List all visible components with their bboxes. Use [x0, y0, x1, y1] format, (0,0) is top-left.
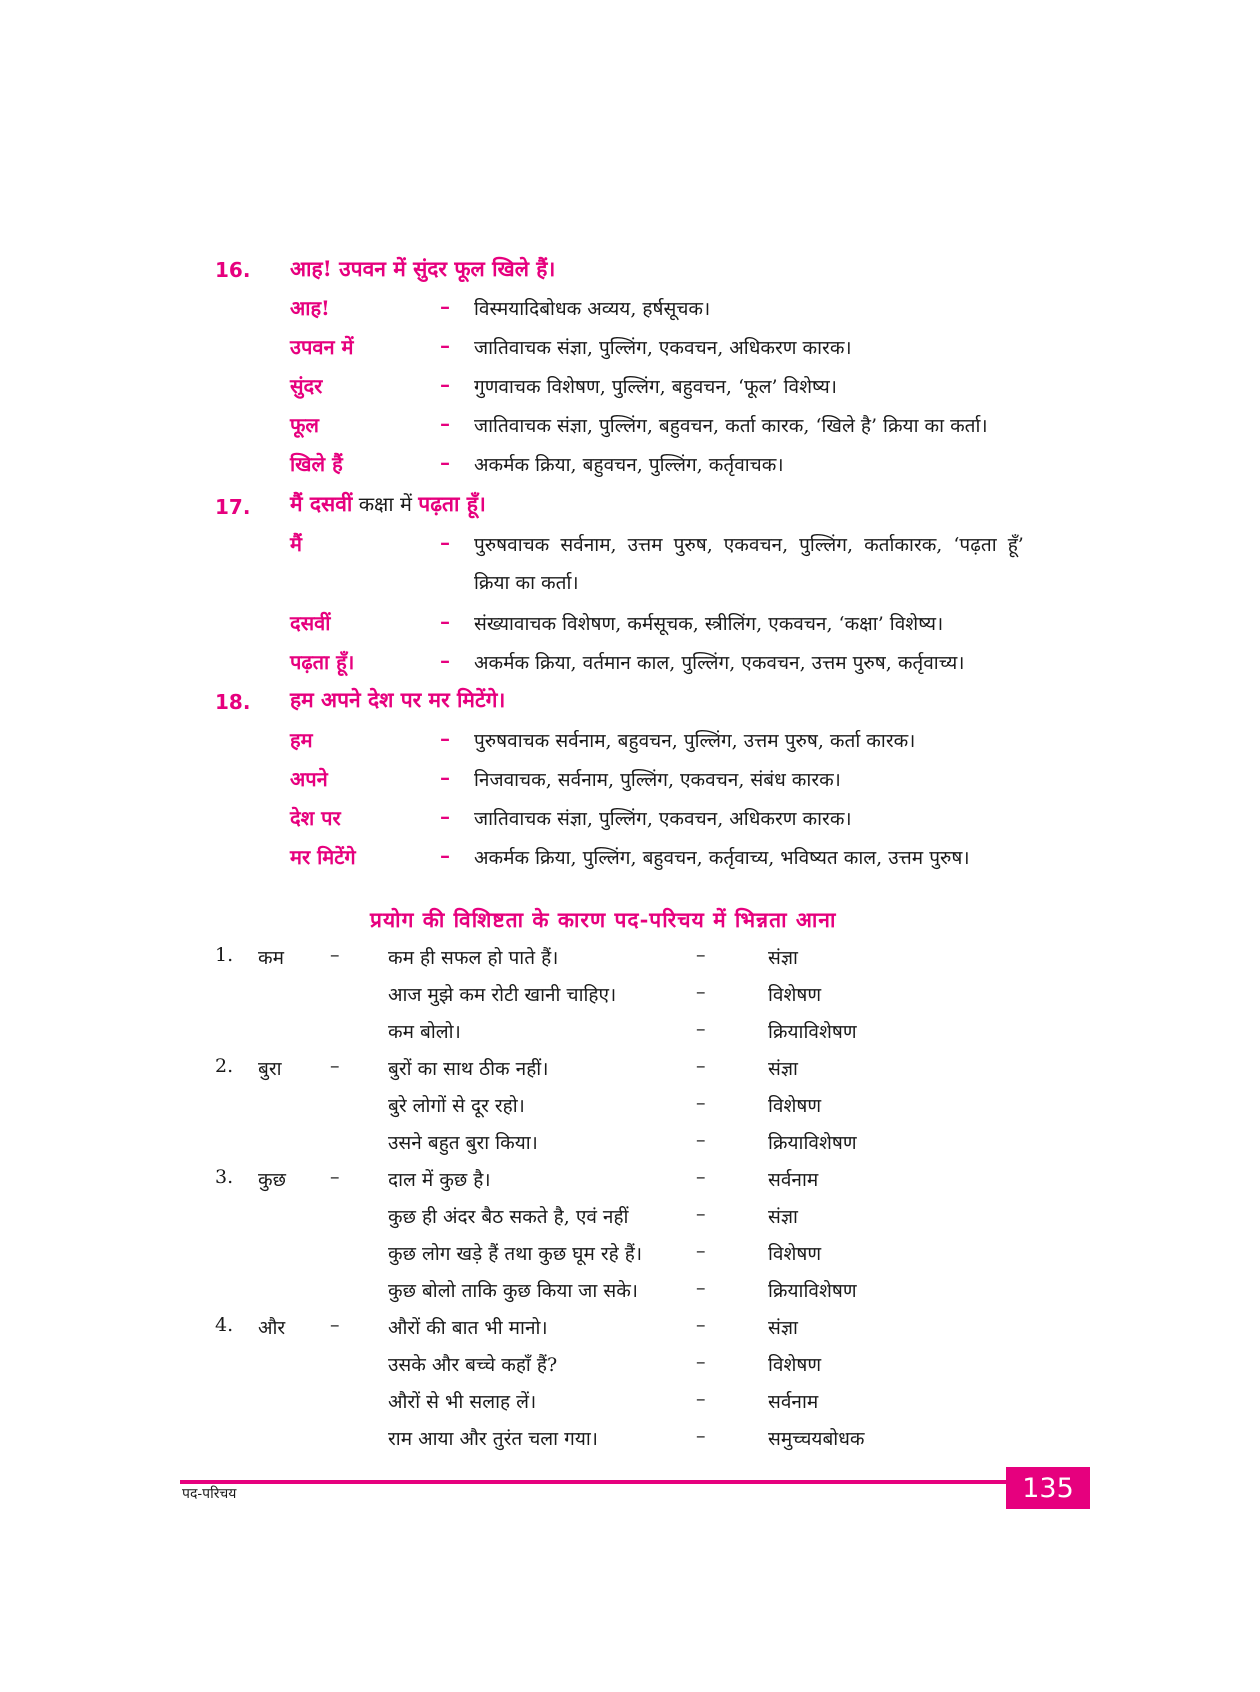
word-type: क्रियाविशेषण — [768, 1021, 857, 1043]
word-type: समुच्चयबोधक — [768, 1428, 865, 1450]
dash: – — [440, 450, 450, 474]
group-word: और — [258, 1317, 286, 1339]
group-dash: – — [330, 1055, 340, 1077]
sentence-heading — [290, 490, 486, 518]
word-type: सर्वनाम — [768, 1391, 819, 1413]
word-type: संज्ञा — [768, 947, 798, 969]
dash: – — [440, 411, 450, 435]
page-number-badge — [1006, 1467, 1090, 1509]
dash: – — [440, 765, 450, 789]
term: देश पर — [290, 806, 341, 830]
footer-chapter-label: पद-परिचय — [182, 1486, 237, 1502]
group-dash: – — [330, 1314, 340, 1336]
description: संख्यावाचक विशेषण, कर्मसूचक, स्त्रीलिंग, एकवचन, ‘कक्षा’ विशेष्य। — [474, 613, 944, 635]
description: जातिवाचक संज्ञा, पुल्लिंग, एकवचन, अधिकरण कारक। — [474, 808, 852, 830]
heading-part: कक्षा में — [352, 492, 419, 516]
description: निजवाचक, सर्वनाम, पुल्लिंग, एकवचन, संबंध कारक। — [474, 769, 841, 791]
row-dash: – — [696, 1425, 706, 1447]
row-dash: – — [696, 1388, 706, 1410]
dash: – — [440, 530, 450, 554]
term: फूल — [290, 413, 319, 437]
row-dash: – — [696, 1277, 706, 1299]
description: गुणवाचक विशेषण, पुल्लिंग, बहुवचन, ‘फूल’ विशेष्य। — [474, 376, 837, 398]
example-sentence: उसने बहुत बुरा किया। — [388, 1132, 538, 1154]
example-sentence: औरों की बात भी मानो। — [388, 1317, 548, 1339]
dash: – — [440, 294, 450, 318]
item-number: 18. — [215, 690, 251, 714]
word-type: संज्ञा — [768, 1317, 798, 1339]
term: उपवन में — [290, 335, 354, 359]
heading-part: मैं दसवीं — [290, 491, 353, 516]
example-sentence: कम ही सफल हो पाते हैं। — [388, 947, 559, 969]
description: जातिवाचक संज्ञा, पुल्लिंग, बहुवचन, कर्ता कारक, ‘खिले है’ क्रिया का कर्ता। — [474, 415, 988, 437]
word-type: विशेषण — [768, 1243, 822, 1265]
dash: – — [440, 843, 450, 867]
word-type: संज्ञा — [768, 1206, 798, 1228]
description: अकर्मक क्रिया, पुल्लिंग, बहुवचन, कर्तृवाच्य, भविष्यत काल, उत्तम पुरुष। — [474, 847, 970, 869]
row-dash: – — [696, 1203, 706, 1225]
group-number: 2. — [215, 1055, 234, 1077]
row-dash: – — [696, 1018, 706, 1040]
example-sentence: कुछ लोग खड़े हैं तथा कुछ घूम रहे हैं। — [388, 1243, 643, 1265]
description: पुरुषवाचक सर्वनाम, बहुवचन, पुल्लिंग, उत्तम पुरुष, कर्ता कारक। — [474, 730, 916, 752]
item-number: 16. — [215, 258, 251, 282]
group-word: कुछ — [258, 1169, 286, 1191]
row-dash: – — [696, 1351, 706, 1373]
group-word: कम — [258, 947, 284, 969]
example-sentence: कुछ ही अंदर बैठ सकते है, एवं नहीं — [388, 1206, 629, 1228]
group-number: 4. — [215, 1314, 234, 1336]
row-dash: – — [696, 1092, 706, 1114]
word-type: क्रियाविशेषण — [768, 1280, 857, 1302]
term: सुंदर — [290, 374, 323, 398]
row-dash: – — [696, 1314, 706, 1336]
group-word: बुरा — [258, 1058, 282, 1080]
sentence-heading: आह! उपवन में सुंदर फूल खिले हैं। — [290, 256, 556, 281]
footer-rule — [180, 1480, 1006, 1484]
word-type: संज्ञा — [768, 1058, 798, 1080]
term: मैं — [290, 532, 302, 556]
description: अकर्मक क्रिया, बहुवचन, पुल्लिंग, कर्तृवाचक। — [474, 454, 784, 476]
description-continued: क्रिया का कर्ता। — [474, 572, 579, 594]
row-dash: – — [696, 944, 706, 966]
dash: – — [440, 804, 450, 828]
example-sentence: बुरों का साथ ठीक नहीं। — [388, 1058, 549, 1080]
description: अकर्मक क्रिया, वर्तमान काल, पुल्लिंग, एकवचन, उत्तम पुरुष, कर्तृवाच्य। — [474, 652, 965, 674]
term: आह! — [290, 296, 330, 320]
dash: – — [440, 726, 450, 750]
example-sentence: दाल में कुछ है। — [388, 1169, 491, 1191]
section-title: प्रयोग की विशिष्टता के कारण पद-परिचय में भिन्नता आना — [370, 907, 837, 932]
term: अपने — [290, 767, 328, 791]
row-dash: – — [696, 1129, 706, 1151]
example-sentence: राम आया और तुरंत चला गया। — [388, 1428, 598, 1450]
example-sentence: औरों से भी सलाह लें। — [388, 1391, 537, 1413]
term: पढ़ता हूँ। — [290, 650, 355, 674]
group-number: 1. — [215, 944, 234, 966]
word-type: विशेषण — [768, 1354, 822, 1376]
word-type: विशेषण — [768, 984, 822, 1006]
dash: – — [440, 333, 450, 357]
heading-part: पढ़ता हूँ। — [418, 491, 486, 516]
dash: – — [440, 372, 450, 396]
dash: – — [440, 648, 450, 672]
example-sentence: कुछ बोलो ताकि कुछ किया जा सके। — [388, 1280, 639, 1302]
group-dash: – — [330, 944, 340, 966]
row-dash: – — [696, 1240, 706, 1262]
example-sentence: बुरे लोगों से दूर रहो। — [388, 1095, 525, 1117]
row-dash: – — [696, 1166, 706, 1188]
item-number: 17. — [215, 495, 251, 519]
row-dash: – — [696, 981, 706, 1003]
term: दसवीं — [290, 611, 331, 635]
page-number: 135 — [1022, 1472, 1074, 1504]
sentence-heading: हम अपने देश पर मर मिटेंगे। — [290, 687, 506, 712]
group-dash: – — [330, 1166, 340, 1188]
row-dash: – — [696, 1055, 706, 1077]
group-number: 3. — [215, 1166, 234, 1188]
word-type: सर्वनाम — [768, 1169, 819, 1191]
description: पुरुषवाचक सर्वनाम, उत्तम पुरुष, एकवचन, पुल्लिंग, कर्ताकारक, ‘पढ़ता हूँ’ — [474, 534, 1024, 556]
example-sentence: कम बोलो। — [388, 1021, 461, 1043]
example-sentence: आज मुझे कम रोटी खानी चाहिए। — [388, 984, 617, 1006]
description: जातिवाचक संज्ञा, पुल्लिंग, एकवचन, अधिकरण कारक। — [474, 337, 852, 359]
example-sentence: उसके और बच्चे कहाँ हैं? — [388, 1354, 558, 1376]
term: खिले हैं — [290, 452, 343, 476]
dash: – — [440, 609, 450, 633]
term: मर मिटेंगे — [290, 845, 356, 869]
word-type: विशेषण — [768, 1095, 822, 1117]
description: विस्मयादिबोधक अव्यय, हर्षसूचक। — [474, 298, 711, 320]
term: हम — [290, 728, 313, 752]
word-type: क्रियाविशेषण — [768, 1132, 857, 1154]
